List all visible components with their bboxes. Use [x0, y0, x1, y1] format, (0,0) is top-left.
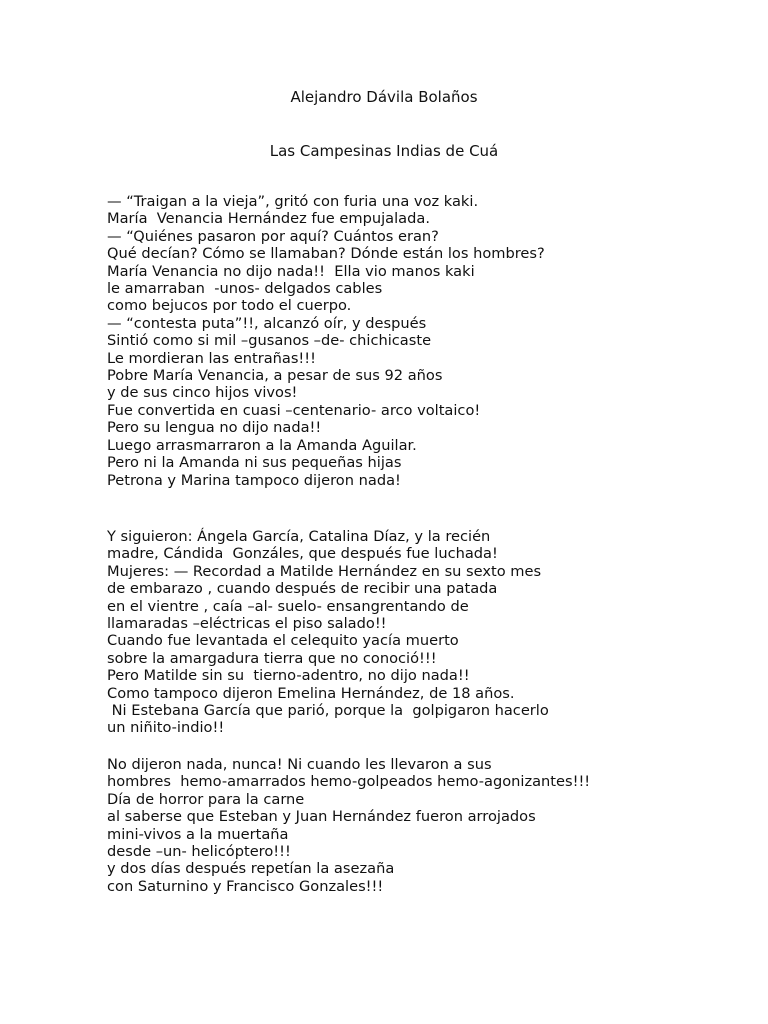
poem-line: Día de horror para la carne	[107, 790, 305, 808]
poem-line: Pero Matilde sin su tierno-adentro, no dijo nada!!	[107, 667, 470, 685]
poem-line: Fue convertida en cuasi –centenario- arco voltaico!	[107, 401, 481, 419]
poem-line: Sintió como si mil –gusanos –de- chichicaste	[107, 332, 432, 350]
poem-line: Mujeres: — Recordad a Matilde Hernández en su sexto mes	[107, 562, 542, 580]
poem-line: Qué decían? Cómo se llamaban? Dónde están los hombres?	[107, 245, 545, 263]
poem-line: en el vientre , caía –al- suelo- ensangrentando de	[107, 597, 469, 615]
poem-line: madre, Cándida Gonzáles, que después fue luchada!	[107, 545, 498, 563]
poem-line: con Saturnino y Francisco Gonzales!!!	[107, 877, 384, 895]
poem-line: y dos días después repetían la asezaña	[107, 860, 395, 878]
poem-line: — “Traigan a la vieja”, gritó con furia una voz kaki.	[107, 193, 479, 210]
poem-line: un niñito-indio!!	[107, 719, 225, 737]
poem-line: Pobre María Venancia, a pesar de sus 92 años	[107, 367, 443, 385]
poem-line: Pero su lengua no dijo nada!!	[107, 419, 322, 437]
poem-line: de embarazo , cuando después de recibir una patada	[107, 580, 498, 598]
poem-line: le amarraban -unos- delgados cables	[107, 280, 383, 298]
poem-line: al saberse que Esteban y Juan Hernández fueron arrojados	[107, 808, 536, 826]
poem-line: — “Quiénes pasaron por aquí? Cuántos eran?	[107, 227, 439, 245]
poem-line: Como tampoco dijeron Emelina Hernández, de 18 años.	[107, 684, 515, 702]
poem-stanza	[107, 528, 727, 737]
poem-line: mini-vivos a la muertaña	[107, 825, 289, 843]
poem-line: sobre la amargadura tierra que no conoció!!!	[107, 649, 437, 667]
poem-line: María Venancia no dijo nada!! Ella vio manos kaki	[107, 262, 475, 280]
poem-line: No dijeron nada, nunca! Ni cuando les llevaron a sus	[107, 756, 492, 773]
poem-line: Y siguieron: Ángela García, Catalina Díaz, y la recién	[107, 528, 491, 545]
poem-line: y de sus cinco hijos vivos!	[107, 384, 298, 402]
poem-line: Le mordieran las entrañas!!!	[107, 349, 316, 367]
poem-line: — “contesta puta”!!, alcanzó oír, y después	[107, 314, 427, 332]
poem-line: Petrona y Marina tampoco dijeron nada!	[107, 471, 401, 489]
author-name: Alejandro Dávila Bolaños	[290, 88, 478, 106]
poem-line: hombres hemo-amarrados hemo-golpeados hemo-agonizantes!!!	[107, 773, 591, 791]
poem-line: llamaradas –eléctricas el piso salado!!	[107, 615, 387, 633]
poem-line: Pero ni la Amanda ni sus pequeñas hijas	[107, 454, 402, 472]
poem-line: Luego arrasmarraron a la Amanda Aguilar.	[107, 436, 417, 454]
poem-line: como bejucos por todo el cuerpo.	[107, 297, 352, 315]
poem-line: Ni Estebana García que parió, porque la golpigaron hacerlo	[107, 702, 549, 720]
poem-line: Cuando fue levantada el celequito yacía muerto	[107, 632, 459, 650]
poem-title: Las Campesinas Indias de Cuá	[269, 142, 499, 160]
poem-line: María Venancia Hernández fue empujalada.	[107, 210, 430, 228]
poem-stanza	[107, 756, 727, 895]
poem-stanza	[107, 193, 727, 489]
poem-line: desde –un- helicóptero!!!	[107, 843, 291, 861]
